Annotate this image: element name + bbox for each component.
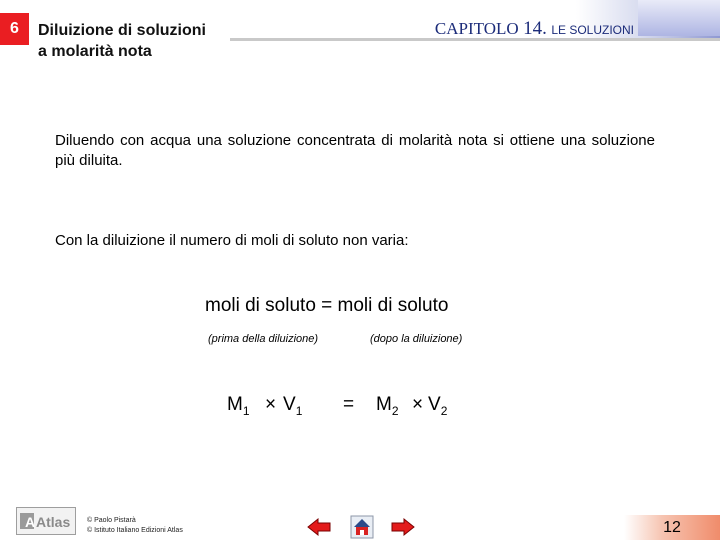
slide-title-line2: a molarità nota (38, 43, 152, 60)
chapter-word: CAPITOLO (434, 19, 519, 38)
svg-text:A: A (25, 514, 36, 530)
page-number-text: 12 (663, 518, 681, 536)
arrow-left-icon (306, 516, 332, 538)
slide-title-line1: Diluizione di soluzioni (38, 22, 206, 39)
formula-v2: $V_2$ (428, 394, 448, 418)
chapter-topic: LE SOLUZIONI (551, 23, 634, 37)
page-number (624, 515, 720, 540)
next-slide-button[interactable] (390, 516, 416, 538)
atlas-logo (16, 507, 76, 535)
note-before-dilution: (prima della diluizione) (208, 333, 319, 345)
home-icon (350, 515, 374, 539)
intro-paragraph: Diluendo con acqua una soluzione concentrata di molarità nota si ottiene una soluzione più diluita. (55, 132, 655, 169)
slide-title (38, 20, 206, 62)
section-number-badge: 6 (0, 13, 29, 45)
chapter-label (435, 18, 634, 40)
formula-times-1: × (265, 394, 277, 415)
formula-equals: = (343, 394, 355, 415)
copyright-line1: © Paolo Pistarà (87, 517, 136, 524)
chapter-number: 14. (523, 18, 547, 39)
logo-text: Atlas (36, 514, 71, 530)
arrow-right-icon (390, 516, 416, 538)
formula-v1: $V_1$ (283, 394, 303, 418)
note-after-dilution: (dopo la diluizione) (370, 333, 463, 345)
formula-m2: $M_2$ (376, 394, 399, 418)
header-corner-decoration (638, 0, 720, 36)
formula-times-2: × (412, 394, 424, 415)
moles-equation: moli di soluto = moli di soluto (205, 295, 449, 316)
copyright-line2: © Istituto Italiano Edizioni Atlas (87, 527, 183, 534)
dilution-statement: Con la diluizione il numero di moli di soluto non varia: (55, 232, 409, 249)
formula-m1: $M_1$ (227, 394, 250, 418)
home-button[interactable] (350, 515, 374, 539)
copyright (87, 516, 183, 536)
prev-slide-button[interactable] (306, 516, 332, 538)
